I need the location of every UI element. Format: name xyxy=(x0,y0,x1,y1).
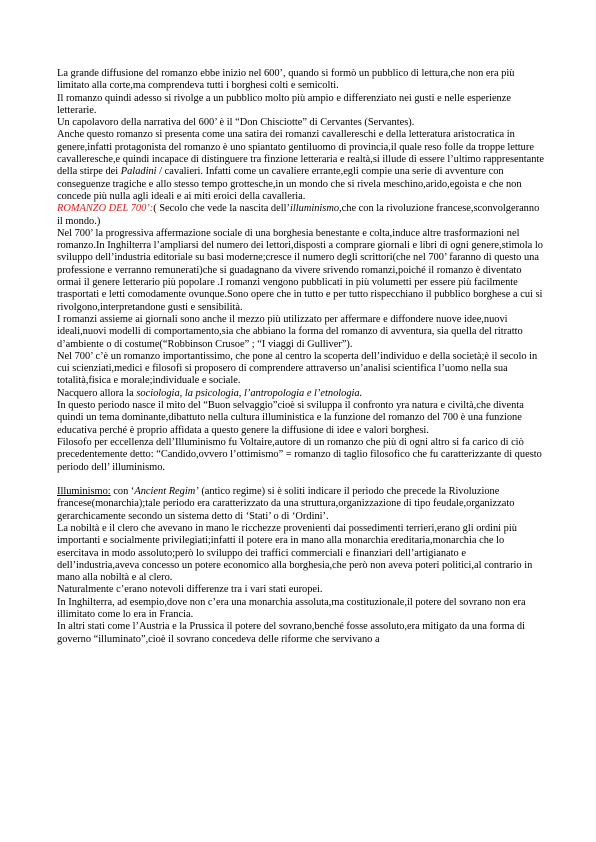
satire-text-a: Anche questo romanzo si presenta come una satira dei romanzi cavallereschi e della letteratura aristocratica in genere,infatti protagonista del romanzo è uno spiantato gentiluomo di provincia,il quale reso folle da troppe letture cavalleresche,e quindi incapace di distinguere tra finzione letteraria e realtà,si illude di essere l’ultimo rappresentante della stirpe dei xyxy=(57,129,544,178)
paragraph-voltaire: Filosofo per eccellenza dell’Illuminismo fu Voltaire,autore di un romanzo che più di ogni altro si fa carico di ciò precedentemente detto: “Candido,ovvero l’ottimismo” = romanzo di taglio filosofico che fu caratterizzante di questo periodo dell’ illuminismo. xyxy=(57,436,542,473)
illuminismo-text-d: (antico regime) si è soliti indicare il periodo che precede la Rivoluzione francese(monarchia);tale periodo era caratterizzato da una struttura,organizzazione di tipo feudale,organizzato gerarchicamente secondo un sistema detto di ‘Stati’ o di ‘Ordini’. xyxy=(57,486,515,522)
ancient-regim-term: Ancient Regim’ xyxy=(134,486,199,498)
paragraph-differenze: Naturalmente c’erano notevoli differenze tra i vari stati europei. xyxy=(57,584,323,596)
paragraph-austria-prussia: In altri stati come l’Austria e la Prussica il potere del sovrano,benché fosse assoluto,era mitigato da una forma di governo “illuminato”,cioè il sovrano concedeva delle riforme che servivano a xyxy=(57,621,526,645)
paragraph-buon-selvaggio: In questo periodo nasce il mito del “Buon selvaggio”cioè si sviluppa il confronto yra natura e civiltà,che diventa quindi un tema dominante,dibattuto nella cultura illuministica e la funzione del romanzo del 700 è una funzione educativa perché è proprio affidata a questo genere la diffusione di idee e valori borghesi. xyxy=(57,400,524,436)
paragraph-romanzo-700 xyxy=(57,203,547,228)
illuminismo-text-b: con ‘ xyxy=(110,486,135,498)
paragraph-borghesia: Nel 700’ la progressiva affermazione sociale di una borghesia benestante e colta,induce altre trasformazioni nel romanzo.In Inghilterra l’ampliarsi del numero dei lettori,disposti a comprare giornali e libri di ogni genere,stimola lo sviluppo dell’industria editoriale su basi moderne;cresce il numero degli scrittori(che nel 700’ faranno di questo una professione e verranno remunerati)che si guadagnano da vivere srivendo romanzi,poiché il romanzo è diventato ormai il genere letterario più popolare .I romanzi vengono pubblicati in più volumetti per essere più facilmente trasportati e letti comodamente ovunque.Sono opere che in tutto e per tutto rispecchiano il pubblico borghese a cui si rivolgono,interpretandone gusti e sensibilità. xyxy=(57,227,543,313)
section-heading-illuminismo: Illuminismo: xyxy=(57,486,111,498)
paragraph-illuminismo xyxy=(57,486,547,523)
sciences-list: sociologia, la psicologia, l’antropologia e l’etnologia. xyxy=(136,387,363,399)
paragraph-individuo: Nel 700’ c’è un romanzo importantissimo, che pone al centro la scoperta dell’individuo e della società;è il secolo in cui scienziati,medici e filosofi si proposero di comprendere attraverso un’analisi scientifica l’uomo nella sua totalità,fisica e morale;individuale e sociale. xyxy=(57,350,538,387)
satire-text-c: / cavalieri. Infatti come un cavaliere errante,egli compie una serie di avventure con conseguenze tragiche e allo stesso tempo grottesche,in un mondo che si rivela meschino,arido,egoista e che non concede più nulla agli ideali e ai miti eroici della cavalleria. xyxy=(57,166,522,202)
paladini-term: Paladini xyxy=(120,166,157,178)
sciences-text-a: Nacquero allora la xyxy=(57,387,137,399)
blank-line xyxy=(57,474,547,486)
romanzo-700-text-b: ( Secolo che vede la nascita dell’ xyxy=(153,203,290,215)
paragraph-diffusion: La grande diffusione del romanzo ebbe inizio nel 600’, quando si formò un pubblico di lettura,che non era più limitato alla corte,ma comprendeva tutti i borghesi colti e semicolti. xyxy=(57,68,515,92)
paragraph-giornali: I romanzi assieme ai giornali sono anche il mezzo più utilizzato per affermare e diffondere nuove idee,nuovi ideali,nuovi modelli di comportamento,sia che abbiano la forma del romanzo di avventura, sia quella del ritratto d’ambiente o di costume(“Robbinson Crusoe” ; “I viaggi di Gulliver”). xyxy=(57,313,523,350)
section-heading-romanzo-700: ROMANZO DEL 700’: xyxy=(57,203,154,215)
romanzo-700-text-d: ,che con la rivoluzione francese,sconvolgeranno il mondo.) xyxy=(57,203,540,227)
document-page xyxy=(57,68,547,646)
paragraph-nobilta-clero: La nobiltà e il clero che avevano in mano le ricchezze provenienti dai possedimenti terrieri,erano gli ordini più importanti e socialmente privilegiati;infatti il potere era in mano alla monarchia ereditaria,monarchia che lo esercitava in modo assoluto;però lo sviluppo dei traffici commerciali e finanziari dell’artigianato e dell’industria,aveva concesso un potere economico alla borghesia,che però non aveva poteri politici,al contrario in mano alla nobiltà e al clero. xyxy=(57,522,533,584)
paragraph-don-chisciotte: Un capolavoro della narrativa del 600’ è il “Don Chisciotte” di Cervantes (Servantes). xyxy=(57,117,415,129)
paragraph-audience: Il romanzo quindi adesso si rivolge a un pubblico molto più ampio e differenziato nei gusti e nelle esperienze letterarie. xyxy=(57,92,511,116)
illuminismo-term: illuminismo xyxy=(289,203,340,215)
paragraph-sciences xyxy=(57,388,547,400)
paragraph-satire xyxy=(57,129,547,203)
paragraph-inghilterra: In Inghilterra, ad esempio,dove non c’era una monarchia assoluta,ma costituzionale,il potere del sovrano non era illimitato come lo era in Francia. xyxy=(57,596,526,621)
